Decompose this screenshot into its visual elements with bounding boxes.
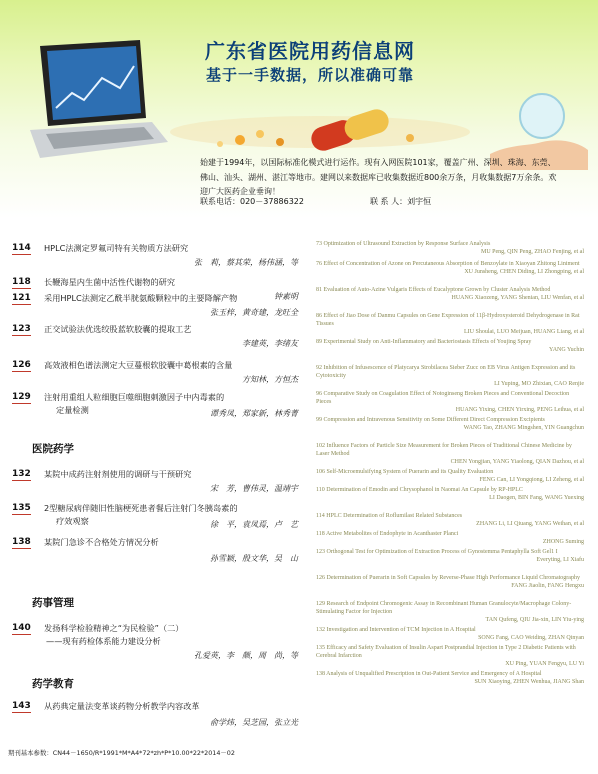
article-title: 长鞭海星内生菌中活性代谢物的研究 xyxy=(44,277,176,287)
english-title: 89 Experimental Study on Anti-Inflammatory and Bacteriostasis Effects of Youjing Spray xyxy=(316,339,532,345)
english-authors: ZHANG Li, LI Qiuang, YANG Weihan, et al xyxy=(476,521,584,527)
section-heading-pharmacy-education: 药学教育 xyxy=(32,678,74,690)
article-title: 发扬科学检验精神之“为民检验”（二） xyxy=(44,623,184,633)
english-entry[interactable] xyxy=(316,442,584,466)
capsules-image xyxy=(160,92,480,162)
page-number: 123 xyxy=(12,324,31,334)
page-number: 118 xyxy=(12,277,31,287)
english-entry[interactable] xyxy=(316,240,584,256)
english-authors: LI Yuping, MO Zhixian, CAO Renjie xyxy=(494,381,584,387)
english-authors: SUN Xiaoying, ZHEN Wenhua, JIANG Shan xyxy=(474,679,584,685)
english-authors: HUANG Xiaozeng, YANG Shenian, LIU Wenfan, et al xyxy=(451,295,584,301)
english-title: 110 Determination of Emodin and Chrysophanol in Naomai An Capsule by RP-HPLC xyxy=(316,487,523,493)
intro-text: 始建于1994年，以国际标准化模式进行运作。现有入网医院101家，覆盖广州、深圳、珠海、东莞、佛山、汕头、湖州、湛江等地市。建网以来数据库已收集数据近800余万条，月收集数据7万余条。欢迎广大医药企业垂询！ xyxy=(200,158,557,196)
granule xyxy=(235,135,245,145)
english-entry[interactable] xyxy=(316,312,584,336)
page-number: 126 xyxy=(12,360,31,370)
english-entry[interactable] xyxy=(316,286,584,302)
article-authors: 宋 芳，曹伟灵，温靖宇 xyxy=(210,484,298,493)
laptop-screen xyxy=(47,46,141,120)
english-title: 81 Evaluation of Auto-Azine Vulgaris Effects of Eucalyptone Grown by Cluster Analysis Method xyxy=(316,287,551,293)
article-authors: 孙雪颖，殷文华，吴 山 xyxy=(210,554,298,563)
page-number: 129 xyxy=(12,392,31,402)
english-title: 126 Determination of Puerarin in Soft Capsules by Reverse-Phase High Performance Liquid Chromatography xyxy=(316,575,580,581)
english-authors: CHEN Yongjian, YANG Yiaolong, QIAN Dazhou, et al xyxy=(450,459,584,465)
section-heading-hospital-pharmacy: 医院药学 xyxy=(32,443,74,455)
english-authors: FENG Can, LI Yongqiong, LI Zeheng, et al xyxy=(479,477,584,483)
english-entry[interactable] xyxy=(316,468,584,484)
english-entry[interactable] xyxy=(316,416,584,432)
laptop-image xyxy=(20,38,170,163)
article-title: 某院中成药注射剂使用的调研与干预研究 xyxy=(44,469,192,479)
english-entry[interactable] xyxy=(316,260,584,276)
granule xyxy=(256,130,264,138)
article-authors: 钟素明 xyxy=(274,292,298,301)
english-entry[interactable] xyxy=(316,670,584,686)
english-entry[interactable] xyxy=(316,338,584,354)
advertisement-banner xyxy=(0,0,598,218)
english-title: 96 Comparative Study on Coagulation Effect of Notoginseng Broken Pieces and Conventional Decoction Pieces xyxy=(316,391,570,405)
page-number: 135 xyxy=(12,503,31,513)
article-title: 注射用重组人粒细胞巨噬细胞刺激因子中内毒素的 xyxy=(44,392,225,402)
page-number: 132 xyxy=(12,469,31,479)
article-title: 2型糖尿病伴随旧性脑梗死患者餐后注射门冬胰岛素的 xyxy=(44,503,238,513)
article-authors: 李建英，李绪友 xyxy=(242,339,298,348)
english-title: 135 Efficacy and Safety Evaluation of Insulin Aspart Postprandial Injection in Type 2 Diabetic Patients with Cerebral Infarction xyxy=(316,645,576,659)
article-authors: 徐 平，袁凤焉，卢 艺 xyxy=(210,520,298,529)
english-title: 132 Investigation and Intervention of TCM Injection in A Hospital xyxy=(316,627,476,633)
banner-subtitle: 基于一手数据，所以准确可靠 xyxy=(205,66,414,84)
journal-parameters-footer: 期刊基本参数：CN44－1650/R*1991*M*A4*72*zh*P*10.00*22*2014－02 xyxy=(8,749,235,757)
english-title: 73 Optimization of Ultrasound Extraction by Response Surface Analysis xyxy=(316,241,491,247)
english-entry[interactable] xyxy=(316,626,584,642)
english-title: 114 HPLC Determination of Roflumilast Related Substances xyxy=(316,513,463,519)
english-authors: LI Daogen, BIN Fang, WANG Yuexing xyxy=(489,495,584,501)
article-title: 从药典定量法变革谈药物分析教学内容改革 xyxy=(44,701,200,711)
english-authors: YANG Yuchin xyxy=(549,347,584,353)
english-authors: XU Ping, YUAN Fengyu, LU Yi xyxy=(505,661,584,667)
english-entry[interactable] xyxy=(316,574,584,590)
globe xyxy=(520,94,564,138)
english-title: 118 Active Metabolites of Endophyte in Acanthaster Planci xyxy=(316,531,459,537)
english-authors: Everyting, LI Xiafu xyxy=(536,557,584,563)
english-title: 102 Influence Factors of Particle Size Measurement for Broken Pieces of Traditional Chinese Medicine by Laser Method xyxy=(316,443,572,457)
article-title: 高效液相色谱法测定大豆蔓根软胶囊中葛根素的含量 xyxy=(44,360,233,370)
english-entry[interactable] xyxy=(316,486,584,502)
banner-intro xyxy=(200,156,560,200)
english-title: 86 Effect of Jiao Dose of Danmu Capsules on Gene Expression of 11β-Hydroxysteroid Dehydrogenase in Rat Tissues xyxy=(316,313,580,327)
english-authors: MU Peng, QIN Peng, ZHAO Fenjing, et al xyxy=(481,249,584,255)
english-title: 123 Orthogonal Test for Optimization of Extraction Process of Gynostemma Pentaphylla Soft Gel1 I xyxy=(316,549,558,555)
english-title: 138 Analysis of Unqualified Prescription in Out-Patient Service and Emergency of A Hospital xyxy=(316,671,542,677)
english-title: 99 Compression and Intravenous Sensitivity on Some Different Direct Compression Excipients xyxy=(316,417,545,423)
article-authors: 谭秀凤，郑家新，林秀菁 xyxy=(210,409,298,418)
english-entry[interactable] xyxy=(316,644,584,668)
section-heading-pharmacy-administration: 药事管理 xyxy=(32,597,74,609)
article-title: 正交试验法优选绞股蓝软胶囊的提取工艺 xyxy=(44,324,192,334)
english-entry[interactable] xyxy=(316,530,584,546)
article-title-continued: 疗效观察 xyxy=(56,516,89,526)
page-number: 143 xyxy=(12,701,31,711)
granule xyxy=(217,141,223,147)
english-authors: TAN Qufeng, QIU Jia-xin, LIN Yiu-ying xyxy=(485,617,584,623)
english-title: 129 Research of Endpoint Chromogenic Assay in Recombinant Human Granulocyte/Macrophage Colony-Stimulating Factor for Injection xyxy=(316,601,572,615)
granule xyxy=(276,138,284,146)
english-authors: XU Junsheng, CHEN Diding, LI Zhongping, et al xyxy=(464,269,584,275)
english-title: 76 Effect of Concentration of Azone on Percutaneous Absorption of Benzoylate in Xiaoyan Zhitong Liniment xyxy=(316,261,580,267)
toc-english xyxy=(316,240,584,712)
contact-person: 联 系 人：刘宇恒 xyxy=(370,197,432,206)
page-number: 114 xyxy=(12,243,31,253)
page-number: 140 xyxy=(12,623,31,633)
contact-phone: 联系电话：020－37886322 xyxy=(200,197,304,206)
english-authors: ZHONG Suming xyxy=(542,539,584,545)
english-title: 92 Inhibition of Infusescence of Platycarya Strobilacea Sieber Zucc on EB Virus Antigen Expression and its Cytotoxicity xyxy=(316,365,576,379)
banner-title: 广东省医院用药信息网 xyxy=(205,39,415,63)
english-authors: LIU Shoulai, LUO Meijuan, HUANG Liang, et al xyxy=(464,329,584,335)
english-authors: WANG Tao, ZHANG Mingshen, YIN Guangchun xyxy=(463,425,584,431)
english-authors: SONG Fang, CAO Weiding, ZHAN Qinyan xyxy=(478,635,584,641)
article-title-continued: ——现有药检体系能力建设分析 xyxy=(46,636,161,646)
english-entry[interactable] xyxy=(316,364,584,388)
english-title: 106 Self-Microemulsifying System of Puerarin and its Quality Evaluation xyxy=(316,469,494,475)
english-authors: FANG Jiaolin, FANG Hengxu xyxy=(511,583,584,589)
article-authors: 方知林，方恒杰 xyxy=(242,375,298,384)
article-title-continued: 定量检测 xyxy=(56,405,89,415)
article-title: HPLC法测定罗氟司特有关物质方法研究 xyxy=(44,243,189,253)
article-authors: 张 莉，蔡其荣，杨伟涵，等 xyxy=(194,258,298,267)
english-entry[interactable] xyxy=(316,548,584,564)
article-authors: 俞学炜，吴芝园，张立光 xyxy=(210,718,298,727)
english-entry[interactable] xyxy=(316,600,584,624)
article-authors: 孔爱英，李 颇，周 尚，等 xyxy=(194,651,298,660)
english-authors: HUANG Yixing, CHEN Yirxing, PENG Leihua, et al xyxy=(455,407,584,413)
article-authors: 张玉梓，黄奇建，龙旺全 xyxy=(210,308,298,317)
article-title: 采用HPLC法测定乙酰半胱氨酸颗粒中的主要降解产物 xyxy=(44,293,238,303)
granule xyxy=(406,134,414,142)
article-title: 某院门急诊不合格处方情况分析 xyxy=(44,537,159,547)
english-entry[interactable] xyxy=(316,512,584,528)
page-number: 138 xyxy=(12,537,31,547)
english-entry[interactable] xyxy=(316,390,584,414)
page-number: 121 xyxy=(12,293,31,303)
